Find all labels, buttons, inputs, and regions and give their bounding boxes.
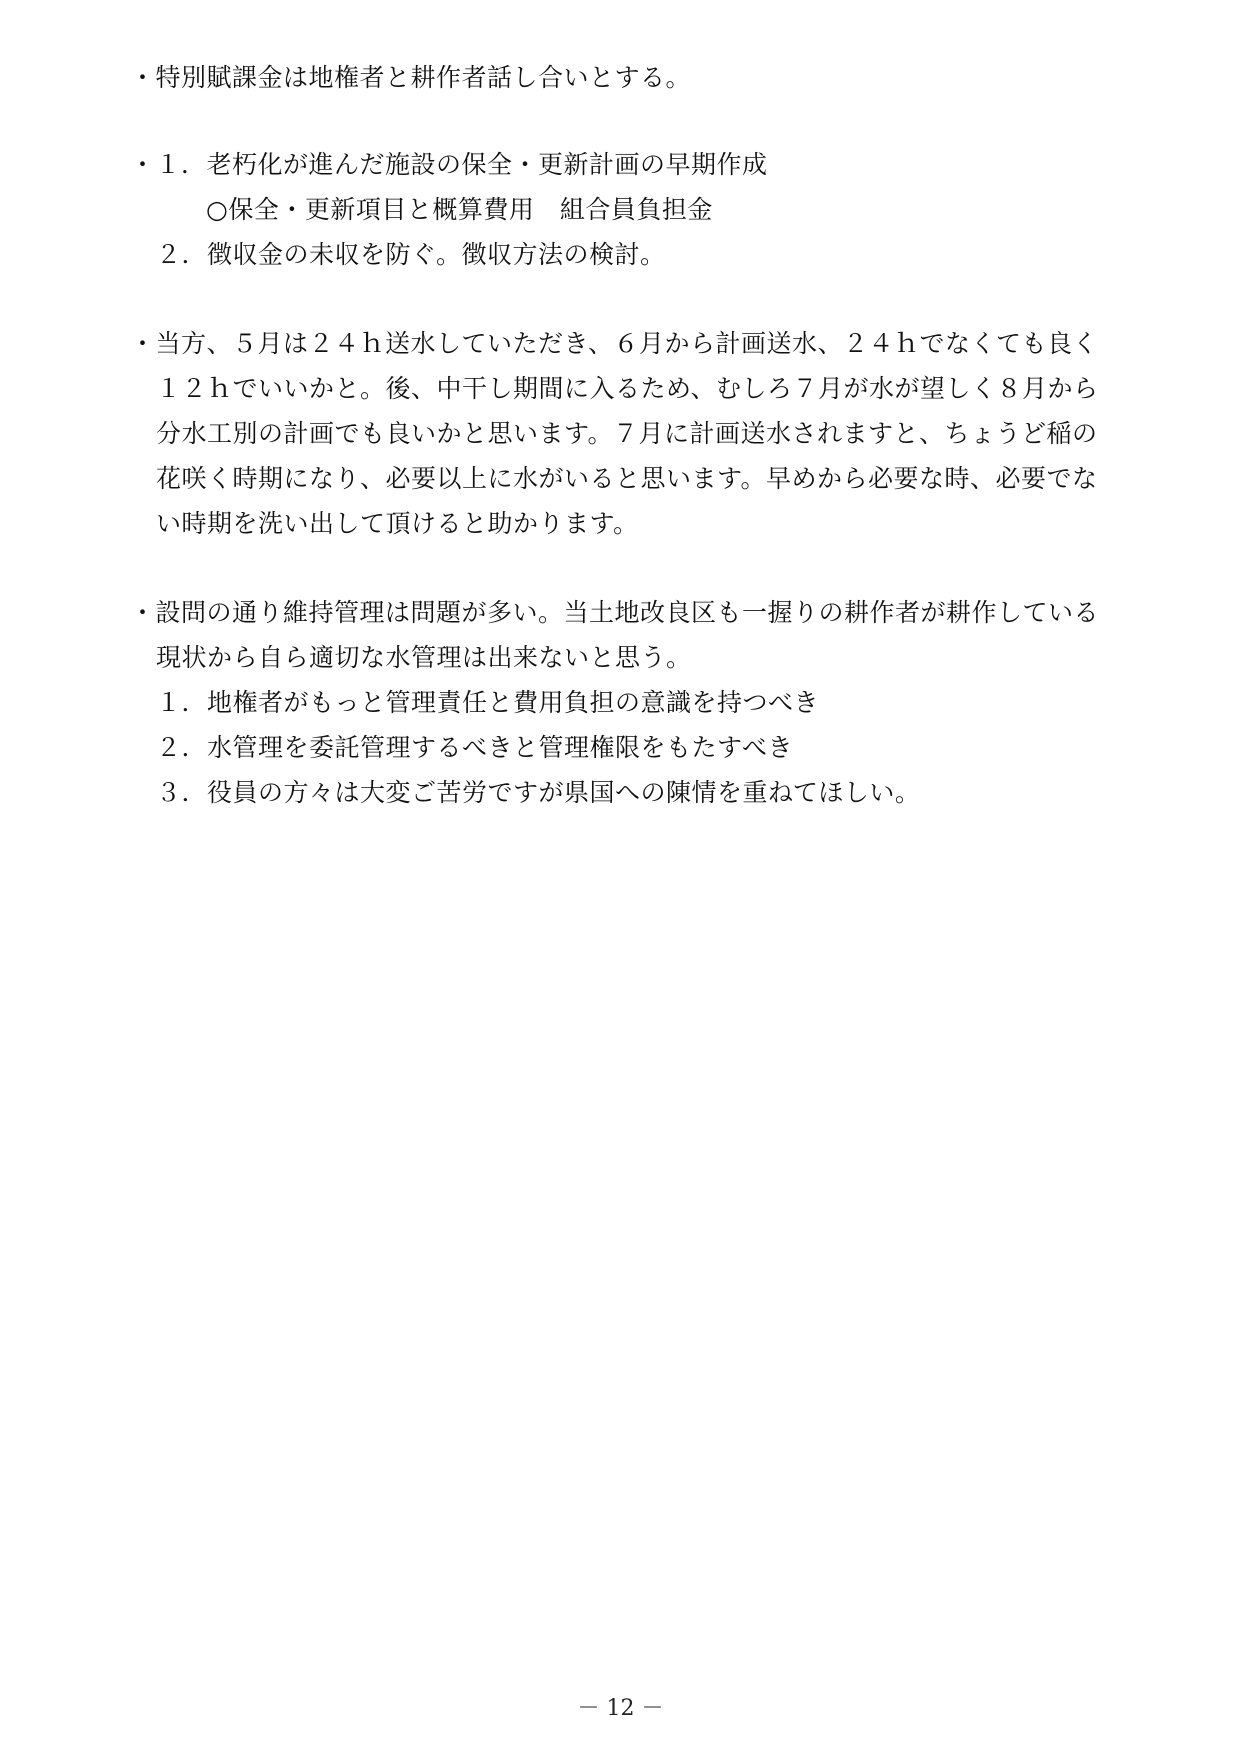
comment-line: ・１．老朽化が進んだ施設の保全・更新計画の早期作成: [130, 150, 768, 179]
comment-line: ・設問の通り維持管理は問題が多い。当土地改良区も一握りの耕作者が耕作している: [130, 598, 1100, 627]
comment-line: ・当方、５月は２４ｈ送水していただき、６月から計画送水、２４ｈでなくても良く: [130, 329, 1099, 358]
page-number: － 12 －: [577, 1696, 664, 1721]
comment-line: １．地権者がもっと管理責任と費用負担の意識を持つべき: [156, 688, 820, 717]
comment-line: 現状から自ら適切な水管理は出来ないと思う。: [156, 643, 692, 672]
comment-line: ２．水管理を委託管理するべきと管理権限をもたすべき: [156, 733, 794, 762]
comment-line: １２ｈでいいかと。後、中干し期間に入るため、むしろ７月が水が望しく８月から: [156, 374, 1099, 403]
comment-line: ３．役員の方々は大変ご苦労ですが県国への陳情を重ねてほしい。: [156, 778, 921, 807]
comment-line: い時期を洗い出して頂けると助かります。: [156, 509, 639, 538]
comment-line: 分水工別の計画でも良いかと思います。７月に計画送水されますと、ちょうど稲の: [156, 419, 1098, 448]
comment-line: 花咲く時期になり、必要以上に水がいると思います。早めから必要な時、必要でな: [156, 464, 1098, 493]
comment-line: ・特別賦課金は地権者と耕作者話し合いとする。: [130, 63, 692, 92]
comment-line: ○保全・更新項目と概算費用 組合員負担金: [206, 195, 713, 224]
comment-line: ２．徴収金の未収を防ぐ。徴収方法の検討。: [156, 240, 666, 269]
